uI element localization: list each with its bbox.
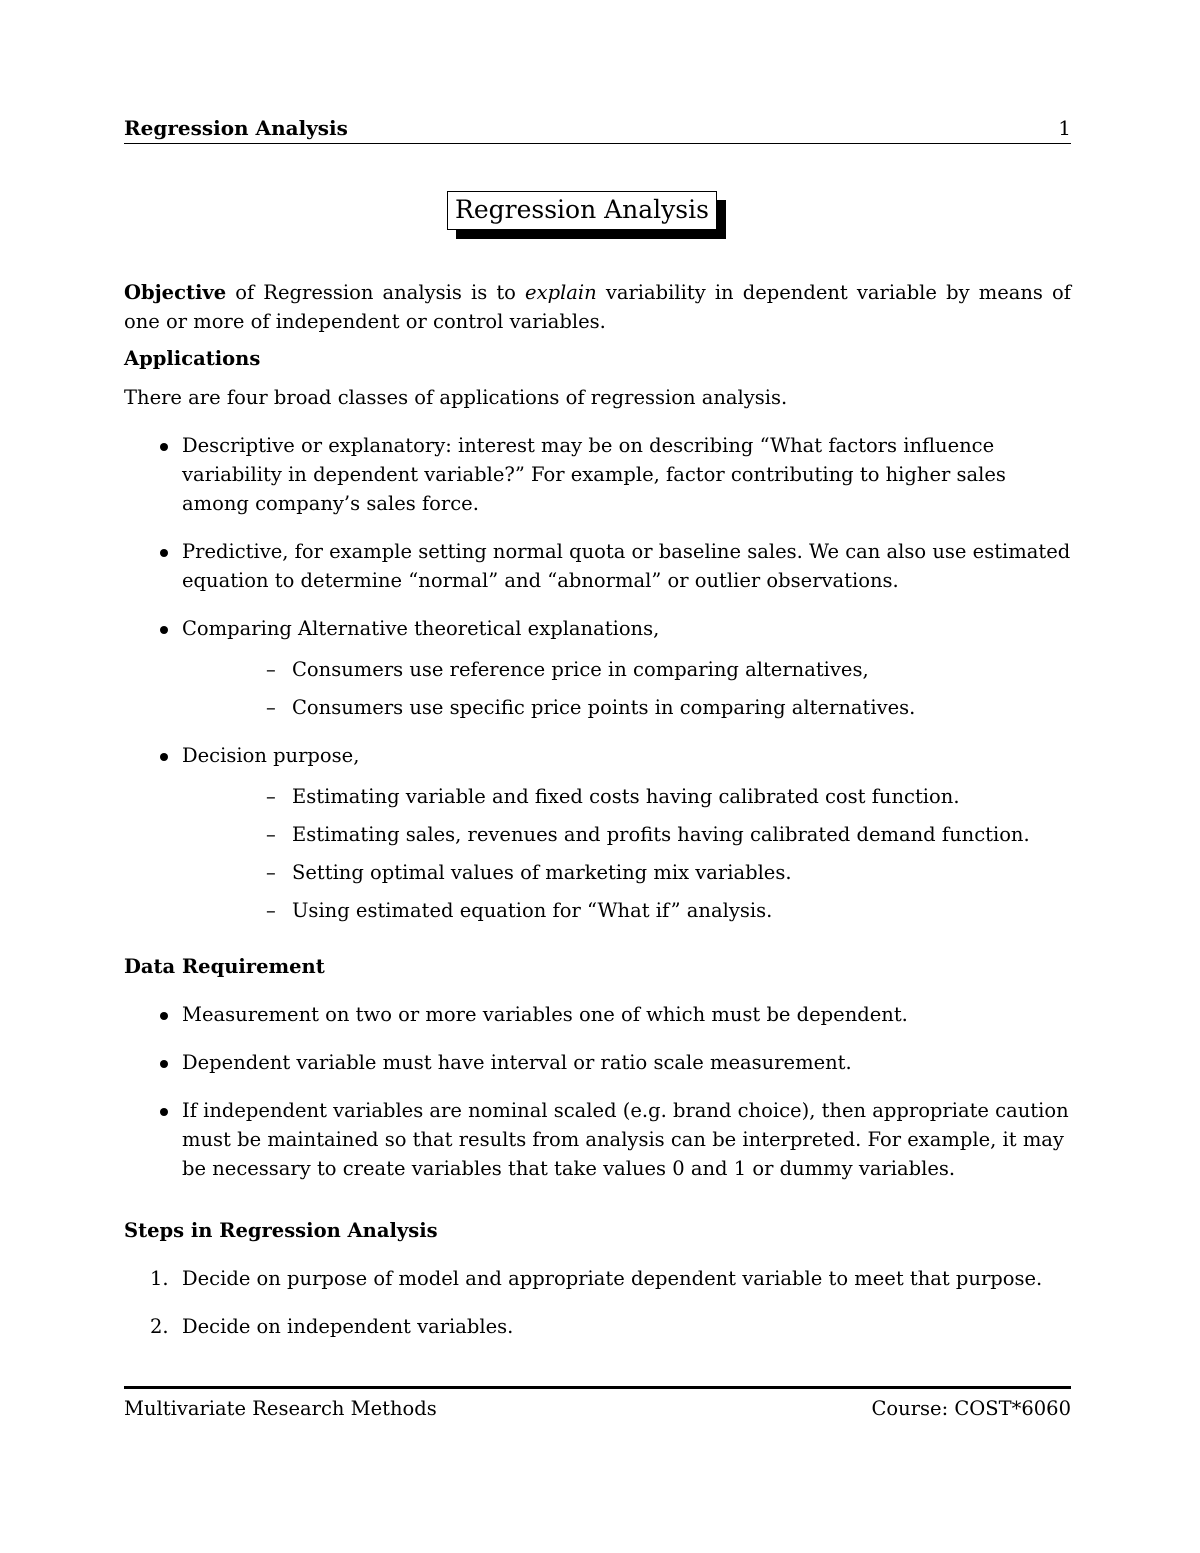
list-item [124,1048,1071,1077]
steps-heading: Steps in Regression Analysis [124,1219,438,1242]
sub-list-item [182,896,1071,925]
sub-list-item [182,820,1071,849]
dash-icon: – [266,658,276,681]
list-item-text: If independent variables are nominal scaled (e.g. brand choice), then appropriate caution must be maintained so that results from analysis can be interpreted. For example, it may be necessary to create variables that take values 0 and 1 or dummy variables. [182,1099,1069,1180]
sub-list [182,655,1071,722]
sub-list [182,782,1071,925]
sub-list-item-text: Consumers use reference price in comparing alternatives, [292,658,869,681]
list-item-text: Decide on purpose of model and appropriate dependent variable to meet that purpose. [182,1267,1043,1290]
applications-heading: Applications [124,347,261,370]
bullet-icon [160,1012,168,1020]
objective-paragraph [124,278,1071,336]
sub-list-item-text: Consumers use specific price points in comparing alternatives. [292,696,916,719]
bullet-icon [160,1060,168,1068]
list-item [124,1096,1071,1183]
list-item-text: Comparing Alternative theoretical explanations, [182,617,660,640]
step-number: 1. [150,1267,169,1290]
bullet-icon [160,626,168,634]
sub-list-item [182,655,1071,684]
steps-list [124,1264,1071,1341]
objective-emphasis: explain [525,281,597,304]
list-item [124,614,1071,722]
sub-list-item [182,858,1071,887]
footer-divider [124,1386,1071,1389]
document-title: Regression Analysis [447,191,717,230]
dash-icon: – [266,785,276,808]
sub-list-item-text: Estimating variable and fixed costs having calibrated cost function. [292,785,960,808]
header-title: Regression Analysis [124,116,348,140]
document-body [124,278,1071,1341]
list-item-text: Decision purpose, [182,744,360,767]
footer-right: Course: COST*6060 [871,1397,1071,1420]
sub-list-item-text: Setting optimal values of marketing mix variables. [292,861,792,884]
bullet-icon [160,549,168,557]
list-item [124,537,1071,595]
bullet-icon [160,1108,168,1116]
sub-list-item-text: Estimating sales, revenues and profits having calibrated demand function. [292,823,1030,846]
bullet-icon [160,443,168,451]
list-item-text: Predictive, for example setting normal quota or baseline sales. We can also use estimated equation to determine “normal” and “abnormal” or outlier observations. [182,540,1071,592]
applications-list [124,431,1071,925]
objective-text-2: variability in dependent variable by means of one or more of independent or control variables. [124,281,1071,333]
page-footer [124,1397,1071,1420]
dash-icon: – [266,861,276,884]
footer-left: Multivariate Research Methods [124,1397,437,1420]
list-item [124,1312,1071,1341]
sub-list-item [182,693,1071,722]
objective-text-1: of Regression analysis is to [226,281,526,304]
page-header [124,116,1071,144]
dash-icon: – [266,696,276,719]
list-item [124,1000,1071,1029]
data-requirement-list [124,1000,1071,1183]
objective-label: Objective [124,281,227,304]
list-item [124,1264,1071,1293]
dash-icon: – [266,823,276,846]
list-item-text: Measurement on two or more variables one of which must be dependent. [182,1003,908,1026]
applications-intro: There are four broad classes of applications of regression analysis. [124,386,788,409]
sub-list-item [182,782,1071,811]
bullet-icon [160,753,168,761]
list-item [124,431,1071,518]
data-requirement-heading: Data Requirement [124,955,325,978]
dash-icon: – [266,899,276,922]
list-item [124,741,1071,925]
list-item-text: Dependent variable must have interval or ratio scale measurement. [182,1051,852,1074]
step-number: 2. [150,1315,169,1338]
page-number: 1 [1058,116,1071,140]
title-box [447,191,717,230]
sub-list-item-text: Using estimated equation for “What if” analysis. [292,899,773,922]
list-item-text: Decide on independent variables. [182,1315,514,1338]
list-item-text: Descriptive or explanatory: interest may be on describing “What factors influence variability in dependent variable?” For example, factor contributing to higher sales among company’s sales force. [182,434,1006,515]
